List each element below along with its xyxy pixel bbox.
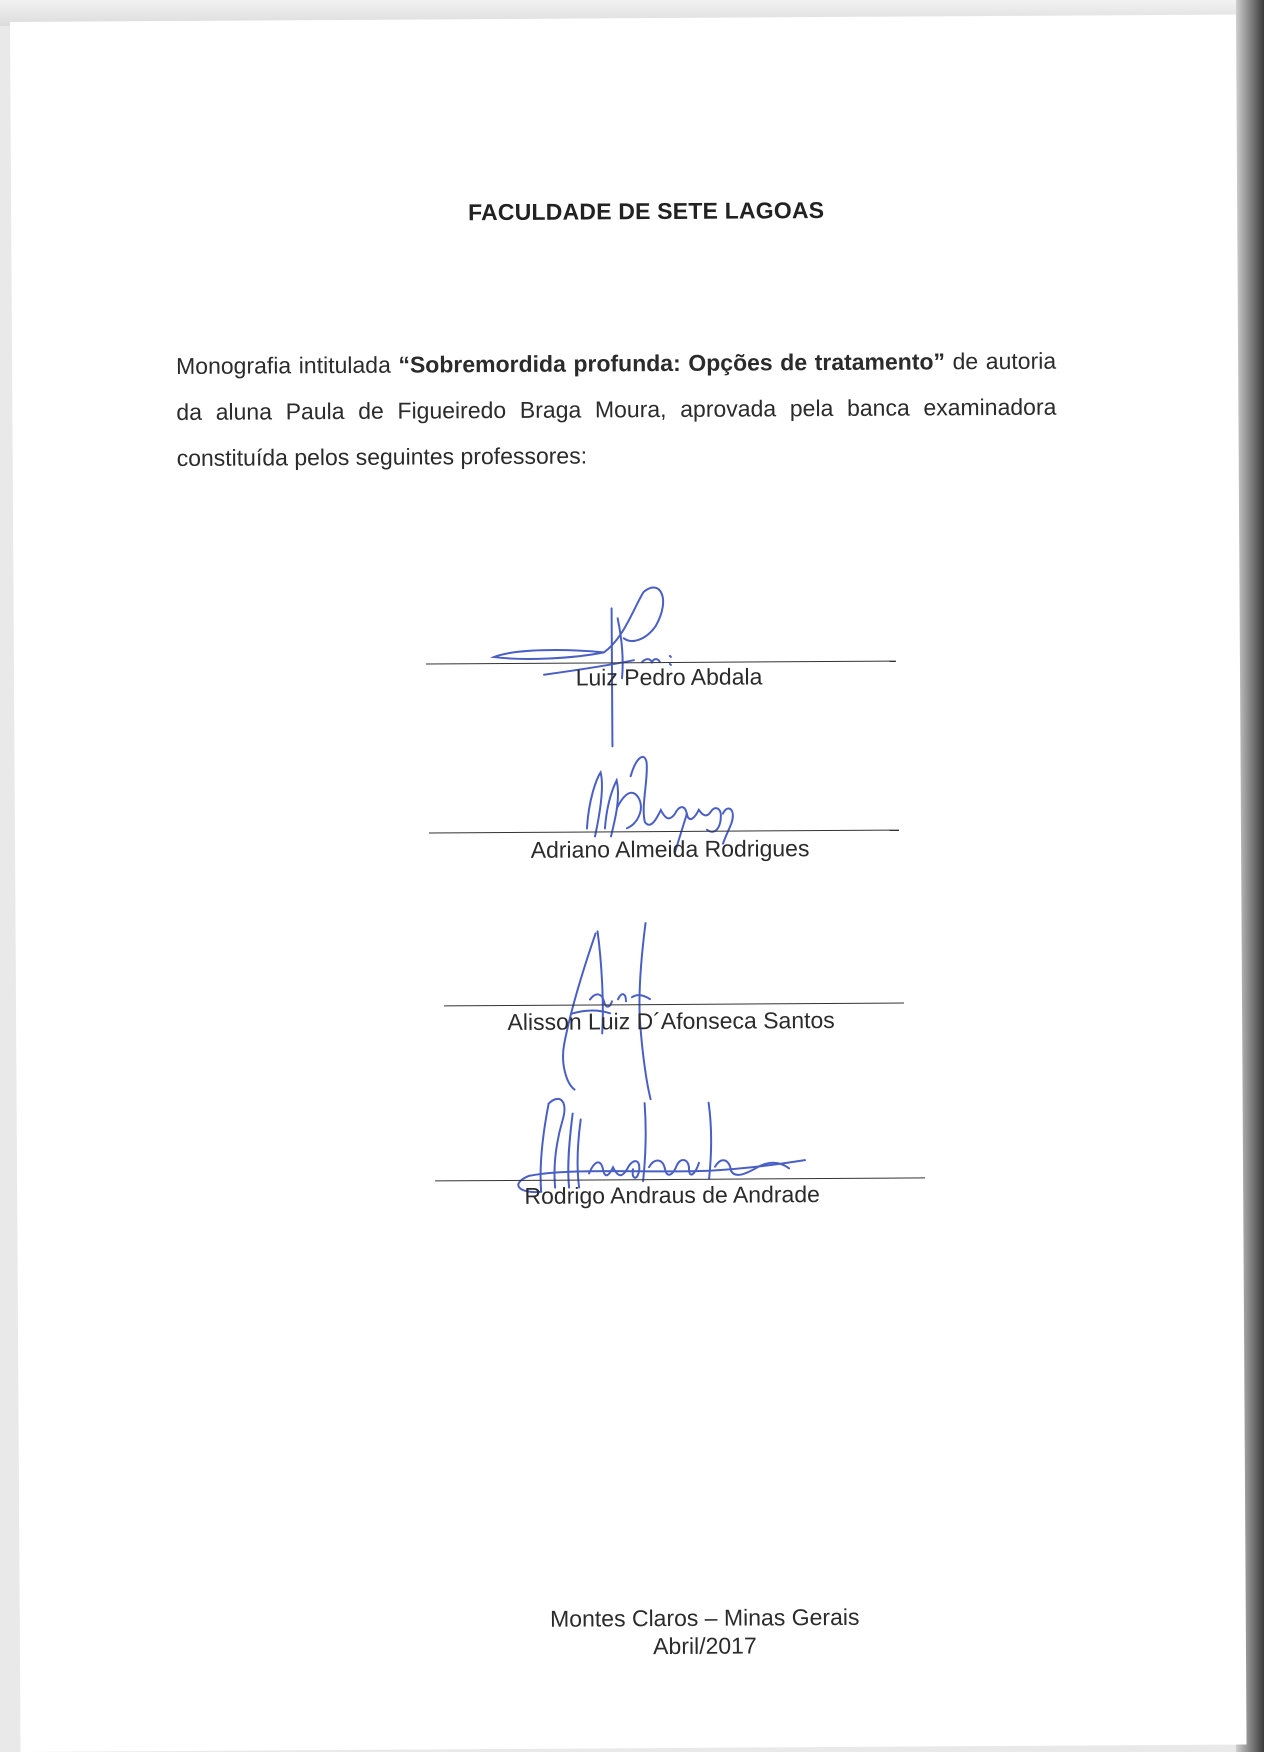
examiner-name: Adriano Almeida Rodrigues bbox=[530, 835, 810, 863]
approval-statement bbox=[176, 338, 1057, 481]
statement-suffix: de autoria da aluna Paula de Figueiredo Braga Moura, aprovada pela banca examinadora constituída pelos seguintes professores: bbox=[176, 347, 1057, 471]
monograph-title: “Sobremordida profunda: Opções de tratamento” bbox=[398, 348, 946, 378]
examiner-name: Luiz Pedro Abdala bbox=[575, 663, 763, 691]
document-footer bbox=[20, 1600, 1264, 1664]
examiner-name: Rodrigo Andraus de Andrade bbox=[524, 1181, 820, 1209]
footer-date: Abril/2017 bbox=[653, 1632, 757, 1660]
examiner-name: Alisson Luiz D´Afonseca Santos bbox=[507, 1006, 835, 1035]
footer-location: Montes Claros – Minas Gerais bbox=[550, 1603, 860, 1632]
statement-prefix: Monografia intitulada bbox=[176, 351, 399, 379]
document-page bbox=[10, 15, 1247, 1752]
institution-heading: FACULDADE DE SETE LAGOAS bbox=[467, 197, 825, 226]
